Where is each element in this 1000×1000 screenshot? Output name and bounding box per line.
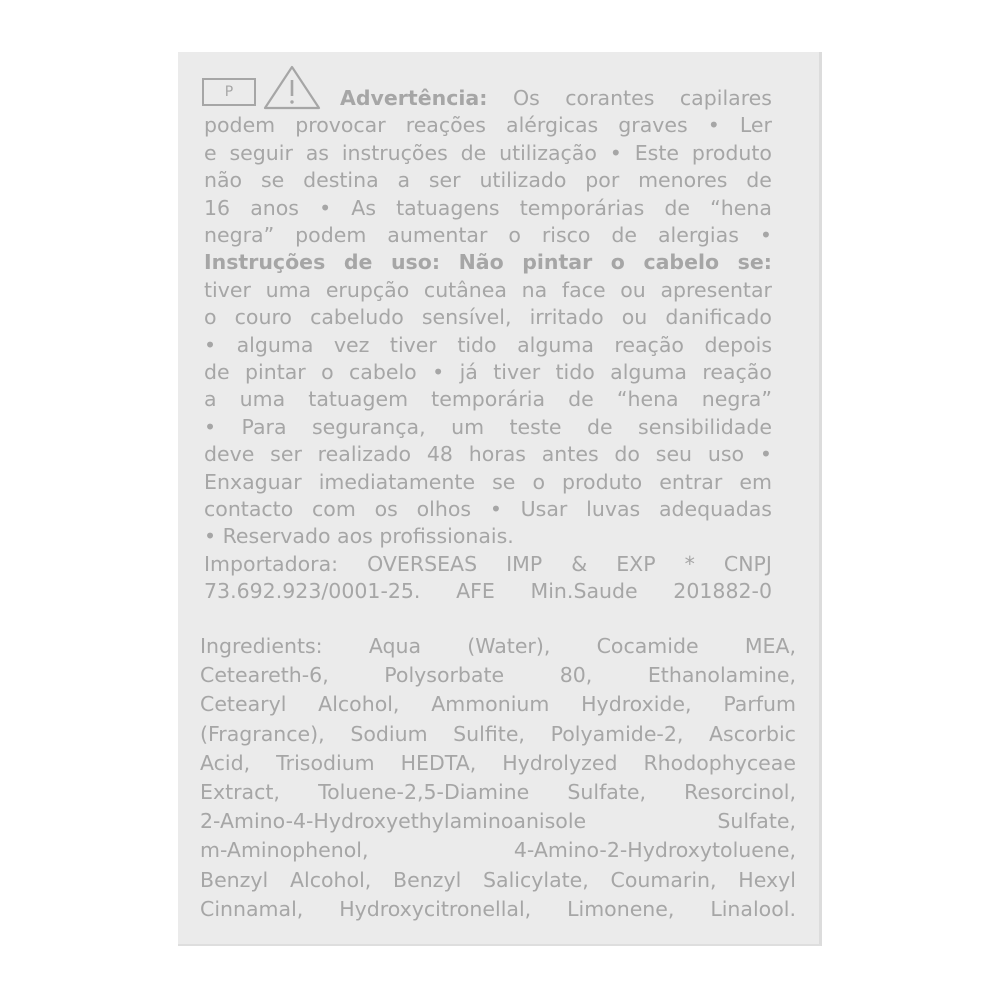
instructions-line: • alguma vez tiver tido alguma reação depois	[204, 332, 772, 357]
importer-line: Importadora: OVERSEAS IMP & EXP * CNPJ	[204, 551, 772, 576]
instructions-line: tiver uma erupção cutânea na face ou apresentar	[204, 277, 772, 302]
warning-line: não se destina a ser utilizado por menores de	[204, 168, 772, 193]
importer-line: 73.692.923/0001-25. AFE Min.Saude 201882-0	[204, 579, 772, 604]
p-symbol-box	[202, 78, 256, 106]
instructions-line: contacto com os olhos • Usar luvas adequadas	[204, 497, 772, 521]
warning-triangle-icon	[262, 64, 322, 110]
instructions-line: Enxaguar imediatamente se o produto entrar em	[204, 469, 772, 494]
warning-line: podem provocar reações alérgicas graves • Ler	[204, 113, 772, 138]
instructions-line: • Para segurança, um teste de sensibilidade	[204, 414, 772, 439]
warning-line: Advertência: Os corantes capilares	[340, 86, 772, 110]
ingredients-line: (Fragrance), Sodium Sulfite, Polyamide-2, Ascorbic	[200, 721, 796, 746]
instructions-line: o couro cabeludo sensível, irritado ou danificado	[204, 305, 772, 330]
ingredients-line: Ceteareth-6, Polysorbate 80, Ethanolamine,	[200, 663, 796, 688]
instructions-line: a uma tatuagem temporária de “hena negra”	[204, 387, 772, 412]
warning-line: negra” podem aumentar o risco de alergias •	[204, 223, 772, 247]
ingredients-line: Benzyl Alcohol, Benzyl Salicylate, Coumarin, Hexyl	[200, 867, 796, 892]
instructions-heading: Instruções de uso: Não pintar o cabelo se:	[204, 250, 772, 275]
instructions-line: deve ser realizado 48 horas antes do seu uso •	[204, 442, 772, 467]
instructions-line: • Reservado aos profissionais.	[204, 524, 514, 549]
ingredients-line: Extract, Toluene-2,5-Diamine Sulfate, Resorcinol,	[200, 780, 796, 804]
ingredients-line: m-Aminophenol, 4-Amino-2-Hydroxytoluene,	[200, 838, 796, 863]
instructions-line: de pintar o cabelo • já tiver tido alguma reação	[204, 360, 772, 384]
ingredients-line: Acid, Trisodium HEDTA, Hydrolyzed Rhodophyceae	[200, 750, 796, 775]
ingredients-line: Cetearyl Alcohol, Ammonium Hydroxide, Parfum	[200, 692, 796, 717]
product-label	[178, 52, 822, 946]
ingredients-line: Cinnamal, Hydroxycitronellal, Limonene, Linalool.	[200, 896, 796, 921]
p-symbol: P	[224, 84, 234, 100]
ingredients-line: Ingredients: Aqua (Water), Cocamide MEA,	[200, 634, 796, 658]
warning-line: e seguir as instruções de utilização • Este produto	[204, 140, 772, 165]
warning-line: 16 anos • As tatuagens temporárias de “hena	[204, 195, 772, 220]
label-icons	[202, 64, 342, 108]
ingredients-line: 2-Amino-4-Hydroxyethylaminoanisole Sulfate,	[200, 809, 796, 834]
warning-heading: Advertência:	[340, 86, 488, 110]
